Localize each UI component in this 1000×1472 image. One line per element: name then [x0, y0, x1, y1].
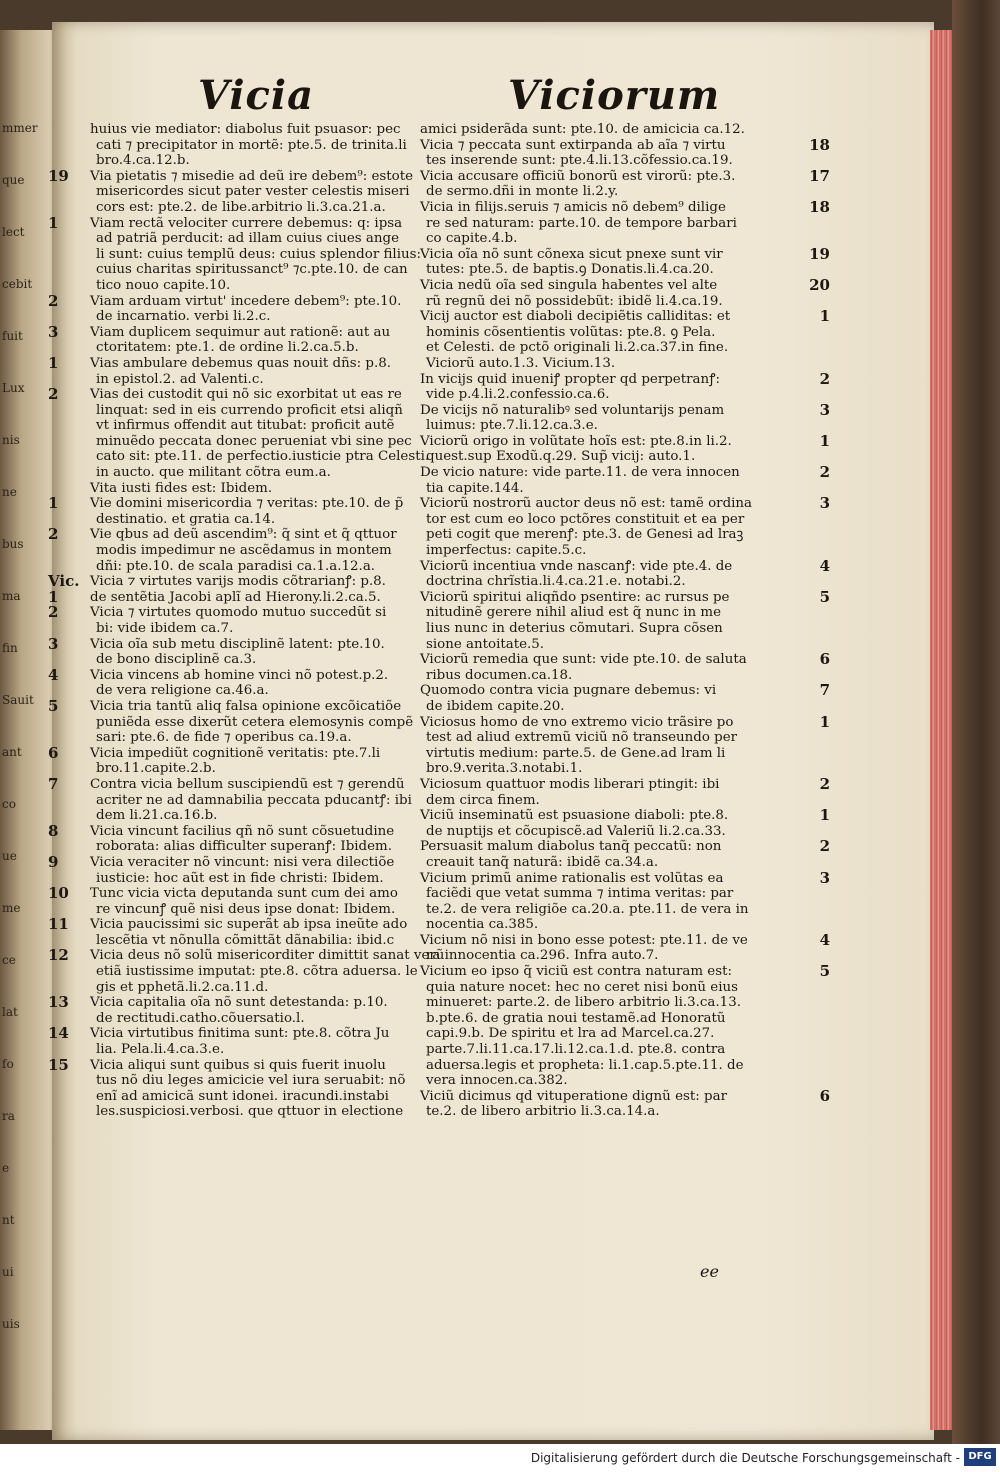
entry-number: 1: [819, 431, 830, 450]
entry-number: 3: [819, 494, 830, 513]
entry-number: 20: [809, 275, 830, 294]
entry-line: ra innocentia ca.296. Infra auto.7.: [426, 948, 659, 964]
entry-number: 2: [819, 463, 830, 482]
index-entry: [420, 244, 830, 278]
entry-line: aduersa.legis et propheta: li.1.cap.5.pte.11. de: [426, 1057, 744, 1073]
entry-line: tes inserende sunt: pte.4.li.13.cõfessio.ca.19.: [426, 153, 733, 169]
facing-page-fragment: ma: [2, 589, 21, 603]
entry-line: Vicia virtutibus finitima sunt: pte.8. cõtra Ju: [90, 1026, 390, 1042]
entry-number: 4: [819, 556, 830, 575]
entry-line: Contra vicia bellum suscipiendũ est ⁊ gerendũ: [90, 776, 405, 792]
entry-line: nocentia ca.385.: [426, 917, 539, 933]
entry-number: 2: [819, 369, 830, 388]
index-entry: [420, 463, 830, 496]
entry-line: faciẽdi que vetat summa ⁊ intima veritas: par: [426, 886, 734, 902]
entry-line: tus nõ diu leges amicicie vel iura seruabit: nõ: [96, 1073, 406, 1089]
entry-number: 19: [809, 244, 830, 263]
facing-page-fragment: mmer: [2, 121, 38, 135]
index-entry: [420, 837, 830, 870]
entry-number: 2: [819, 837, 830, 856]
entry-number: 7: [819, 681, 830, 700]
entry-line: Viciosum quattuor modis liberari ptingit: ibi: [420, 776, 720, 792]
facing-page-fragment: nis: [2, 433, 20, 447]
entry-line: minueret: parte.2. de libero arbitrio li.3.ca.13.: [426, 995, 741, 1011]
index-entry: [420, 1086, 830, 1120]
entry-line: tia capite.144.: [426, 480, 524, 496]
entry-line: dem li.21.ca.16.b.: [96, 808, 218, 824]
entry-line: De vicio nature: vide parte.11. de vera innocen: [420, 465, 740, 481]
entry-number: 3: [819, 868, 830, 887]
entry-line: peti cogit que merenꝭ: pte.3. de Genesi ad lraꝫ: [426, 527, 744, 543]
entry-number: 2: [48, 291, 59, 310]
entry-line: Vie domini misericordia ⁊ veritas: pte.10. de p̃: [90, 496, 404, 512]
facing-page-fragment: Sauit: [2, 693, 34, 707]
entry-line: linquat: sed in eis currendo proficit etsi aliqñ: [96, 402, 403, 418]
entry-number: 13: [48, 993, 69, 1012]
entry-line: destinatio. et gratia ca.14.: [96, 511, 276, 527]
entry-line: Viam rectã velociter currere debemus: q: ipsa: [90, 215, 403, 231]
entry-number: 9: [48, 852, 59, 871]
entry-line: de vera religione ca.46.a.: [96, 683, 269, 699]
entry-number: 3: [48, 322, 59, 341]
book-cover: [952, 0, 1000, 1444]
entry-line: Vicia impediũt cognitionẽ veritatis: pte.7.li: [90, 745, 381, 761]
entry-number: 15: [48, 1055, 69, 1074]
entry-line: iusticie: hoc aũt est in fide christi: Ibidem.: [96, 870, 384, 886]
entry-number: 1: [819, 307, 830, 326]
entry-line: roborata: alias difficulter superanꝭ: Ibidem.: [96, 839, 393, 855]
entry-number: 6: [819, 1086, 830, 1105]
index-entry: [420, 806, 830, 839]
entry-number: 2: [48, 525, 59, 544]
entry-number: 5: [819, 587, 830, 606]
entry-line: te.2. de libero arbitrio li.3.ca.14.a.: [426, 1104, 660, 1120]
entry-number: 6: [819, 650, 830, 669]
entry-line: hominis cõsentientis volũtas: pte.8. ꝯ Pela.: [426, 324, 716, 340]
facing-page-fragment: fuit: [2, 329, 23, 343]
entry-line: in aucto. que militant cõtra eum.a.: [96, 465, 331, 481]
entry-line: Viciorũ nostrorũ auctor deus nõ est: tamẽ ordina: [420, 496, 753, 512]
entry-line: vt infirmus offendit aut titubat: proficit autẽ: [96, 418, 395, 434]
entry-line: Vicia accusare officiũ bonorũ est virorũ: pte.3.: [420, 168, 736, 184]
entry-line: test ad aliud extremũ viciũ nõ transeundo per: [426, 730, 738, 746]
footer-credit: Digitalisierung gefördert durch die Deutsche Forschungsgemeinschaft -: [530, 1451, 960, 1465]
entry-line: sione antoitate.5.: [426, 636, 545, 652]
entry-line: de bono disciplinẽ ca.3.: [96, 652, 257, 668]
index-entry: [48, 587, 450, 606]
entry-line: de sermo.dñi in monte li.2.y.: [426, 184, 619, 200]
entry-line: Viam duplicem sequimur aut rationẽ: aut au: [90, 324, 391, 340]
index-entry: [48, 1024, 450, 1058]
index-entry: [48, 993, 450, 1026]
index-entry: [48, 1055, 450, 1120]
entry-number: 1: [819, 806, 830, 825]
entry-line: Vicia vincens ab homine vinci nõ potest.p.2.: [90, 667, 389, 683]
entry-line: gis et pphetã.li.2.ca.11.d.: [96, 979, 269, 995]
entry-line: Vicia paucissimi sic superãt ab ipsa ineũte ado: [90, 917, 408, 933]
entry-line: Vicia veraciter nõ vincunt: nisi vera dilectiõe: [90, 854, 395, 870]
index-entry: [48, 353, 450, 387]
left-column: [48, 122, 450, 1120]
running-head-left: Vicia: [198, 72, 314, 119]
index-entry: [420, 930, 830, 964]
facing-page-fragment: lat: [2, 1005, 18, 1019]
entry-line: Vias dei custodit qui nõ sic exorbitat ut eas re: [90, 387, 402, 403]
entry-line: bro.9.verita.3.notabi.1.: [426, 761, 583, 777]
entry-line: de nuptijs et cõcupiscẽ.ad Valeriũ li.2.ca.33.: [426, 823, 726, 839]
index-entry: [48, 291, 450, 325]
entry-line: tico nouo capite.10.: [96, 277, 231, 293]
entry-line: nitudinẽ gerere nihil aliud est q̃ nunc in me: [426, 605, 722, 621]
entry-line: quia nature nocet: hec no ceret nisi bonũ eius: [426, 979, 738, 995]
entry-line: Viciorũ origo in volũtate hoĩs est: pte.8.in li.2.: [420, 433, 732, 449]
facing-page-fragment: fo: [2, 1057, 14, 1071]
entry-line: co capite.4.b.: [426, 231, 518, 247]
entry-line: cati ⁊ precipitator in mortẽ: pte.5. de trinita.li: [96, 137, 407, 153]
entry-line: de rectitudi.catho.cõuersatio.l.: [96, 1010, 305, 1026]
entry-line: de incarnatio. verbi li.2.c.: [96, 309, 271, 325]
index-entry: [90, 122, 450, 169]
entry-line: Vicij auctor est diaboli decipiẽtis calliditas: et: [420, 309, 731, 325]
facing-page-fragment: que: [2, 173, 25, 187]
index-entry: [48, 166, 450, 216]
entry-line: capi.9.b. De spiritu et lra ad Marcel.ca.27.: [426, 1026, 715, 1042]
index-entry: [48, 322, 450, 356]
red-page-edges: [930, 30, 952, 1430]
index-entry: [420, 868, 830, 933]
facing-page-fragment: ant: [2, 745, 22, 759]
index-entry: [420, 650, 830, 683]
entry-line: puniẽda esse dixerũt cetera elemosynis compẽ: [96, 714, 414, 730]
facing-page-fragment: Lux: [2, 381, 25, 395]
right-column: [420, 122, 830, 1120]
entry-line: Viciorũ auto.1.3. Vicium.13.: [426, 355, 616, 371]
entry-line: dem circa finem.: [426, 792, 540, 808]
facing-page-fragment: nt: [2, 1213, 15, 1227]
entry-line: Vicia vincunt facilius qñ nõ sunt cõsuetudine: [90, 823, 395, 839]
entry-line: rũ regnũ dei nõ possidebũt: ibidẽ li.4.ca.19.: [426, 293, 723, 309]
entry-number: 1: [819, 712, 830, 731]
index-entry: [48, 696, 450, 746]
entry-line: Vicium primũ anime rationalis est volũtas ea: [420, 870, 724, 886]
entry-number: 18: [809, 197, 830, 216]
index-entry: [48, 572, 450, 591]
entry-number: 5: [819, 962, 830, 981]
entry-line: Tunc vicia victa deputanda sunt cum dei amo: [90, 886, 398, 902]
facing-page-fragment: fin: [2, 641, 18, 655]
entry-line: doctrina chrĩstia.li.4.ca.21.e. notabi.2.: [426, 574, 686, 590]
index-entry: [48, 213, 450, 294]
entry-line: modis impedimur ne ascẽdamus in montem: [96, 543, 392, 559]
entry-line: re vincunꝭ quẽ nisi deus ipse donat: Ibidem.: [96, 901, 396, 917]
entry-line: Vicia deus nõ solũ misericorditer dimittit sanat verũ: [90, 948, 445, 964]
entry-line: cuius charitas spiritussanct⁹ ⁊c.pte.10. de can: [96, 262, 408, 278]
facing-page-fragment: ra: [2, 1109, 15, 1123]
entry-line: De vicijs nõ naturalibꝰ sed voluntarijs penam: [420, 402, 725, 418]
entry-line: acriter ne ad damnabilia peccata pducantꝭ: ibi: [96, 792, 412, 808]
entry-line: Vicia oĩa nõ sunt cõnexa sicut pnexe sunt vir: [420, 246, 723, 262]
entry-line: luimus: pte.7.li.12.ca.3.e.: [426, 418, 598, 434]
entry-number: 1: [48, 213, 59, 232]
index-entry: [48, 915, 450, 948]
entry-number: 4: [819, 930, 830, 949]
entry-number: 1: [48, 353, 59, 372]
index-entry: [420, 494, 830, 559]
facing-page-fragment: co: [2, 797, 16, 811]
entry-line: dñi: pte.10. de scala paradisi ca.1.a.12.a.: [96, 558, 376, 574]
entry-line: Vicia capitalia oĩa nõ sunt detestanda: p.10.: [90, 995, 388, 1011]
entry-line: re sed naturam: parte.10. de tempore barbari: [426, 215, 737, 231]
entry-line: Viciosus homo de vno extremo vicio trãsire po: [420, 714, 734, 730]
entry-line: lescẽtia vt nõnulla cõmittãt dãnabilia: ibid.c: [96, 932, 395, 948]
entry-number: 2: [48, 603, 59, 622]
entry-line: Viciorũ spiritui aliqñdo psentire: ac rursus pe: [420, 589, 730, 605]
entry-line: in epistol.2. ad Valenti.c.: [96, 371, 264, 387]
index-entry: [48, 634, 450, 668]
entry-number: 1: [48, 494, 59, 513]
entry-number: 4: [48, 665, 59, 684]
entry-number: 19: [48, 166, 69, 185]
entry-line: bi: vide ibidem ca.7.: [96, 621, 234, 636]
entry-line: Viciũ inseminatũ est psuasione diaboli: pte.8.: [420, 808, 729, 824]
entry-line: de ibidem capite.20.: [426, 698, 565, 714]
entry-line: enĩ ad amicicã sunt idonei. iracundi.instabi: [96, 1088, 389, 1104]
entry-line: Viam arduam virtut' incedere debem⁹: pte.10.: [90, 293, 402, 309]
entry-line: Vicia nedũ oĩa sed singula habentes vel alte: [420, 277, 718, 293]
entry-line: Vicia in filijs.seruis ⁊ amicis nõ debem⁹ dilige: [420, 199, 726, 215]
entry-number: 8: [48, 821, 59, 840]
index-entry: [420, 400, 830, 434]
entry-line: sari: pte.6. de fide ⁊ operibus ca.19.a.: [96, 730, 352, 746]
entry-line: quest.sup Exodũ.q.29. Sup̃ vicij: auto.1.: [426, 449, 696, 465]
entry-line: parte.7.li.11.ca.17.li.12.ca.1.d. pte.8. contra: [426, 1042, 726, 1058]
entry-number: 6: [48, 743, 59, 762]
entry-line: huius vie mediator: diabolus fuit psuasor: pec: [90, 122, 401, 137]
index-entry: [420, 135, 830, 169]
index-entry: [90, 481, 450, 497]
index-entry: [48, 603, 450, 636]
entry-line: les.suspiciosi.verbosi. que qttuor in electione: [96, 1104, 404, 1120]
facing-page-fragment: ue: [2, 849, 17, 863]
index-entry: [420, 307, 830, 371]
facing-page-fragment: uis: [2, 1317, 20, 1331]
entry-line: Viciorũ remedia que sunt: vide pte.10. de saluta: [420, 652, 747, 668]
entry-line: creauit tanq̃ naturã: ibidẽ ca.34.a.: [426, 854, 659, 870]
entry-line: te.2. de vera religiõe ca.20.a. pte.11. de vera in: [426, 901, 749, 917]
entry-line: etiã iustissime imputat: pte.8. cõtra aduersa. le: [96, 964, 418, 980]
entry-number: 12: [48, 946, 69, 965]
facing-page-fragment: ne: [2, 485, 17, 499]
entry-line: minuẽdo peccata donec perueniat vbi sine pec: [96, 433, 412, 449]
entry-line: Viciũ dicimus qd vituperatione dignũ est: par: [420, 1088, 727, 1104]
entry-number: 7: [48, 774, 59, 793]
entry-number: 5: [48, 696, 59, 715]
entry-line: Vicia ⁊ virtutes varijs modis cõtrarianꝭ: p.8.: [90, 574, 386, 590]
entry-line: misericordes sicut pater vester celestis miseri: [96, 184, 410, 200]
entry-line: cato sit: pte.11. de perfectio.iusticie ptra Celesti.: [96, 449, 430, 465]
entry-line: Vicia tria tantũ aliq falsa opinione excõicatiõe: [90, 698, 402, 714]
index-entry: [48, 821, 450, 855]
entry-line: virtutis medium: parte.5. de Gene.ad lram li: [426, 745, 726, 761]
entry-number: 18: [809, 135, 830, 154]
index-entry: [420, 166, 830, 200]
entry-number: 1: [48, 587, 59, 606]
index-entry: [48, 743, 450, 777]
facing-page-fragment: cebit: [2, 277, 33, 291]
index-entry: [420, 197, 830, 247]
index-entry: [420, 962, 830, 1089]
entry-line: Vicia ⁊ virtutes quomodo mutuo succedũt si: [90, 605, 387, 621]
index-entry: [48, 525, 450, 574]
entry-number: 3: [48, 634, 59, 653]
index-entry: [420, 556, 830, 590]
dfg-logo: DFG: [964, 1448, 996, 1466]
entry-line: bro.11.capite.2.b.: [96, 761, 216, 777]
index-entry: [420, 774, 830, 808]
entry-line: Vie qbus ad deũ ascendim⁹: q̃ sint et q̃ qttuor: [90, 527, 397, 543]
entry-line: Vicia aliqui sunt quibus si quis fuerit inuolu: [90, 1057, 386, 1073]
entry-line: imperfectus: capite.5.c.: [426, 543, 587, 559]
entry-line: de sentẽtia Jacobi aplĩ ad Hierony.li.2.ca.5.: [90, 589, 381, 605]
index-entry: [48, 494, 450, 527]
facing-page-fragment: ui: [2, 1265, 14, 1279]
entry-line: cors est: pte.2. de libe.arbitrio li.3.ca.21.a.: [96, 199, 386, 215]
entry-line: ribus documen.ca.18.: [426, 667, 573, 683]
entry-line: In vicijs quid inueniꝭ propter qd perpetranꝭ:: [420, 371, 720, 387]
entry-line: Vicium eo ipso q̃ viciũ est contra naturam est:: [420, 964, 732, 980]
entry-line: ad patriã perducit: ad illam cuius ciues ange: [96, 231, 400, 247]
entry-line: Vita iusti fides est: Ibidem.: [90, 480, 273, 496]
entry-line: vera innocen.ca.382.: [426, 1073, 568, 1089]
entry-line: Vicium nõ nisi in bono esse potest: pte.11. de ve: [420, 932, 748, 948]
entry-line: vide p.4.li.2.confessio.ca.6.: [426, 387, 610, 403]
index-entry: [48, 665, 450, 699]
index-entry: [48, 946, 450, 995]
facing-page-fragment: e: [2, 1161, 10, 1175]
entry-line: amici psiderãda sunt: pte.10. de amicicia ca.12.: [420, 122, 745, 137]
index-entry: [420, 369, 830, 403]
entry-number: Vic.: [48, 572, 80, 591]
index-entry: [420, 587, 830, 652]
entry-line: lius nunc in deterius cõmutari. Supra cõsen: [426, 621, 723, 636]
entry-line: Viciorũ incentiua vnde nascanꝭ: vide pte.4. de: [420, 558, 733, 574]
index-entry: [48, 884, 450, 917]
entry-line: b.pte.6. de gratia noui testamẽ.ad Honoratũ: [426, 1010, 726, 1026]
entry-line: Via pietatis ⁊ misedie ad deũ ire debem⁹: estote: [90, 168, 414, 184]
entry-line: et Celesti. de pctõ originali li.2.ca.37.in fine.: [426, 340, 729, 356]
entry-line: Quomodo contra vicia pugnare debemus: vi: [420, 683, 717, 699]
index-entry: [48, 385, 450, 481]
entry-line: ctoritatem: pte.1. de ordine li.2.ca.5.b.: [96, 340, 359, 356]
signature-mark: ee: [700, 1262, 719, 1281]
facing-page-fragment: lect: [2, 225, 25, 239]
index-entry: [48, 852, 450, 886]
entry-line: lia. Pela.li.4.ca.3.e.: [96, 1042, 225, 1058]
facing-page-fragment: me: [2, 901, 21, 915]
index-entry: [48, 774, 450, 824]
entry-number: 14: [48, 1024, 69, 1043]
index-entry: [420, 122, 780, 138]
index-entry: [420, 275, 830, 309]
entry-line: Persuasit malum diabolus tanq̃ peccatũ: non: [420, 839, 722, 855]
entry-number: 2: [48, 385, 59, 404]
entry-number: 17: [809, 166, 830, 185]
entry-number: 11: [48, 915, 69, 934]
index-entry: [420, 431, 830, 465]
entry-line: bro.4.ca.12.b.: [96, 153, 190, 169]
entry-line: Vias ambulare debemus quas nouit dñs: p.8.: [90, 355, 391, 371]
facing-page-fragment: ce: [2, 953, 16, 967]
entry-number: 3: [819, 400, 830, 419]
entry-line: tor est cum eo loco pctõres constituit et ea per: [426, 511, 745, 527]
facing-page-fragment: bus: [2, 537, 24, 551]
entry-line: tutes: pte.5. de baptis.ꝯ Donatis.li.4.ca.20.: [426, 262, 714, 278]
entry-line: Vicia oĩa sub metu disciplinẽ latent: pte.10.: [90, 636, 385, 652]
running-head-right: Viciorum: [508, 72, 721, 119]
entry-number: 10: [48, 884, 69, 903]
entry-line: Vicia ⁊ peccata sunt extirpanda ab aĩa ⁊ virtu: [420, 137, 726, 153]
entry-number: 2: [819, 774, 830, 793]
footer-bar: [0, 1444, 1000, 1472]
index-entry: [420, 681, 830, 714]
entry-line: li sunt: cuius templũ deus: cuius splendor filius:: [96, 246, 421, 262]
index-entry: [420, 712, 830, 777]
